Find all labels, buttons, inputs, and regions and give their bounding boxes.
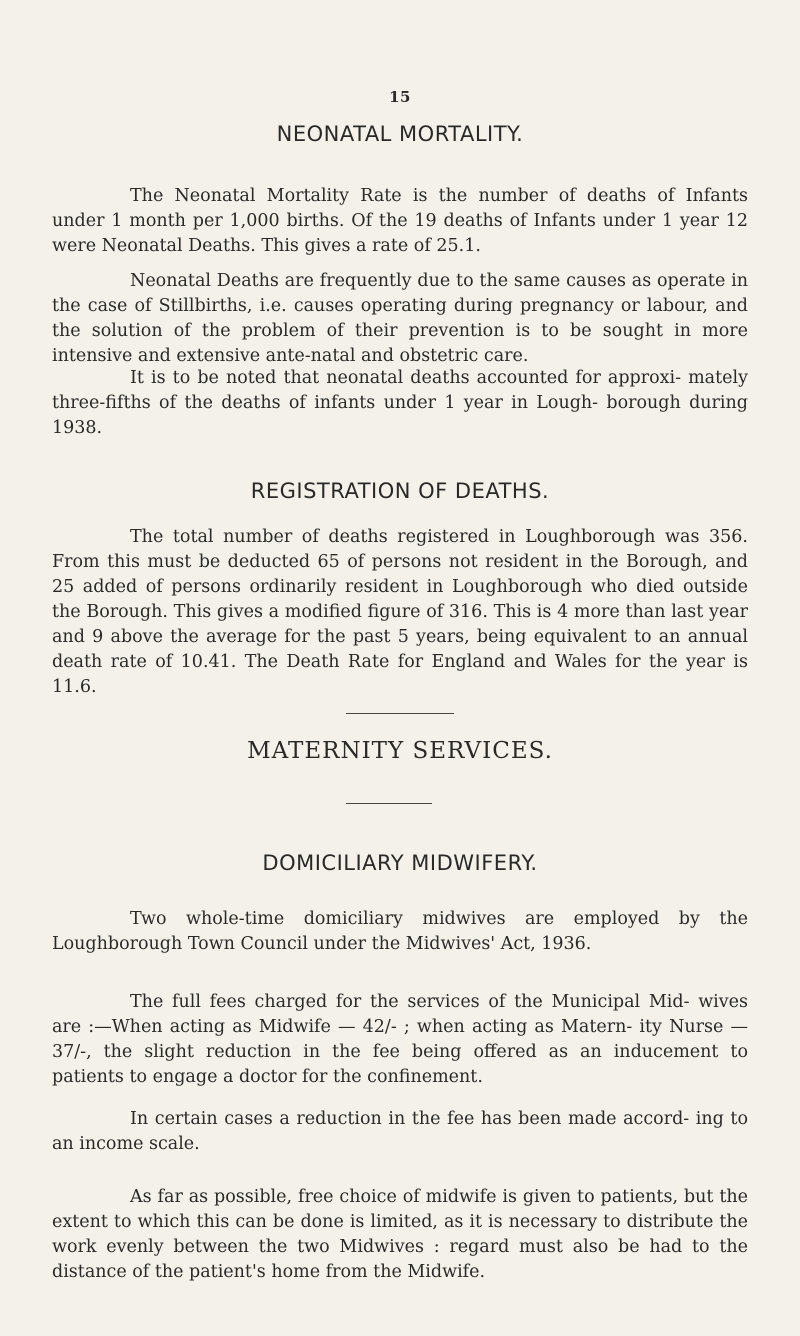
heading-registration-of-deaths: REGISTRATION OF DEATHS. bbox=[250, 479, 550, 503]
heading-neonatal-mortality: NEONATAL MORTALITY. bbox=[276, 122, 524, 146]
heading-domiciliary-midwifery: DOMICILIARY MIDWIFERY. bbox=[262, 851, 538, 875]
paragraph-registration-deaths: The total number of deaths registered in Loughborough was 356. From this must be deducted 65 of persons not resident in the Borough, and 25 added of persons ordinarily resident in Loughborough who died outside the Borough. This gives a modified figure of 316. This is 4 more than last year and 9 above the average for the past 5 years, being equivalent to an annual death rate of 10.41. The Death Rate for England and Wales for the year is 11.6. bbox=[52, 527, 748, 697]
paragraph-midwife-fees: The full fees charged for the services of the Municipal Mid- wives are :—When acting as Midwife — 42/- ; when acting as Matern- ity Nurse — 37/-, the slight reduction in the fee being offered as an inducement to patients to engage a doctor for the confinement. bbox=[52, 992, 748, 1087]
paragraph-neonatal-causes: Neonatal Deaths are frequently due to the same causes as operate in the case of Stillbirths, i.e. causes operating during pregnancy or labour, and the solution of the problem of their prevention is to be sought in more intensive and extensive ante-natal and obstetric care. bbox=[52, 271, 748, 366]
paragraph-midwives-employed: Two whole-time domiciliary midwives are employed by the Loughborough Town Council under the Midwives' Act, 1936. bbox=[52, 909, 748, 954]
paragraph-choice-of-midwife: As far as possible, free choice of midwife is given to patients, but the extent to which this can be done is limited, as it is necessary to distribute the work evenly between the two Midwives : regard must also be had to the distance of the patient's home from the Midwife. bbox=[52, 1187, 748, 1282]
paragraph-fee-reduction: In certain cases a reduction in the fee has been made accord- ing to an income scale. bbox=[52, 1109, 748, 1154]
page-number: 15 bbox=[389, 88, 411, 106]
paragraph-neonatal-rate: The Neonatal Mortality Rate is the number of deaths of Infants under 1 month per 1,000 births. Of the 19 deaths of Infants under 1 year 12 were Neonatal Deaths. This gives a rate of 25.1. bbox=[52, 186, 748, 256]
heading-maternity-services: MATERNITY SERVICES. bbox=[247, 738, 553, 764]
paragraph-neonatal-proportion: It is to be noted that neonatal deaths accounted for approxi- mately three-fifths of the deaths of infants under 1 year in Lough- borough during 1938. bbox=[52, 368, 748, 438]
section-divider bbox=[346, 713, 454, 714]
section-divider-short bbox=[346, 803, 432, 804]
